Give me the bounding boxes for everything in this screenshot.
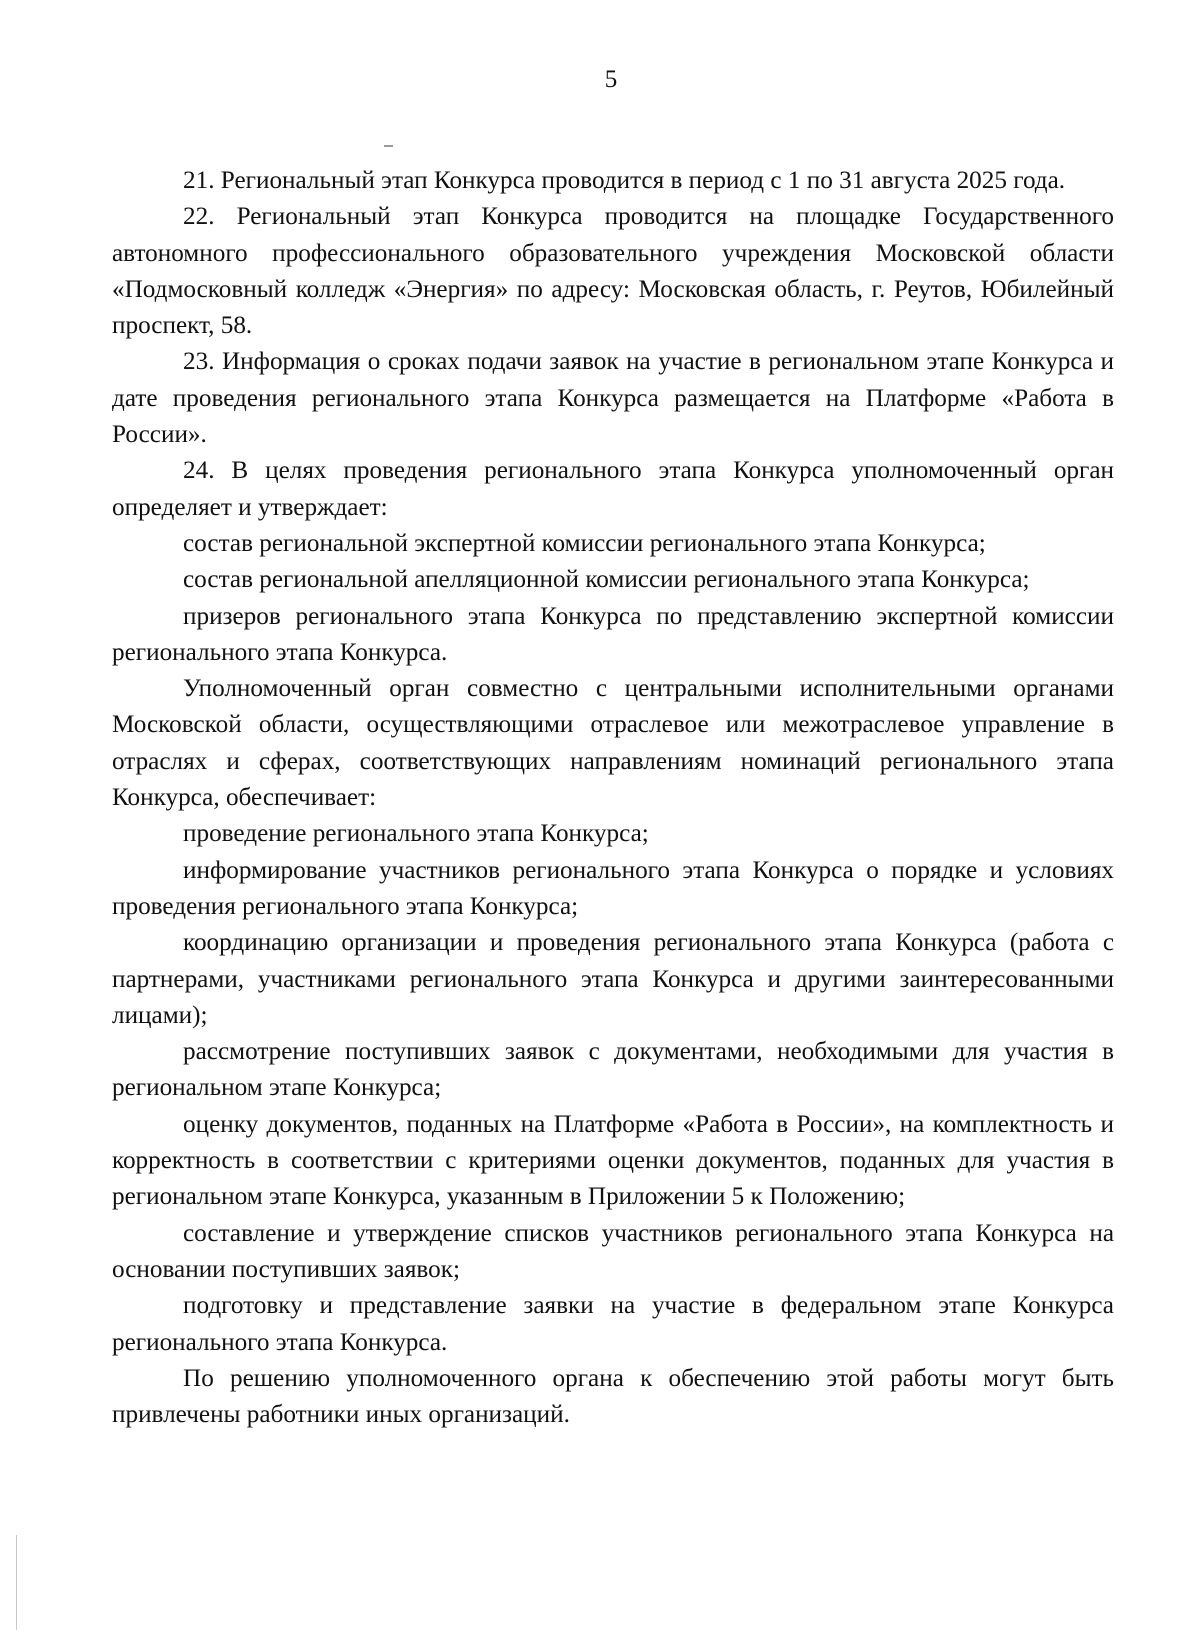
list-item-appeal-commission: состав региональной апелляционной комиссии регионального этапа Конкурса; [183, 566, 1030, 594]
scan-artifact-mark [384, 145, 393, 147]
list-item-expert-commission: состав региональной экспертной комиссии регионального этапа Конкурса; [183, 529, 986, 557]
list-item-coordination: координацию организации и проведения регионального этапа Конкурса (работа с партнерами, участниками регионального этапа Конкурса и другими заинтересованными лицами); [112, 929, 1114, 1029]
list-item-review-applications: рассмотрение поступивших заявок с документами, необходимыми для участия в региональном этапе Конкурса; [112, 1038, 1114, 1102]
document-body [112, 163, 1114, 1433]
scan-edge-line [16, 1535, 17, 1630]
list-item-informing: информирование участников регионального этапа Конкурса о порядке и условиях проведения регионального этапа Конкурса; [112, 856, 1114, 920]
list-item-participant-lists: составление и утверждение списков участников регионального этапа Конкурса на основании поступивших заявок; [112, 1219, 1114, 1283]
page-number: 5 [604, 66, 618, 93]
paragraph-other-organizations: По решению уполномоченного органа к обеспечению этой работы могут быть привлечены работники иных организаций. [112, 1364, 1114, 1429]
paragraph-24: 24. В целях проведения регионального этапа Конкурса уполномоченный орган определяет и утверждает: [112, 457, 1114, 521]
list-item-prize-winners: призеров регионального этапа Конкурса по представлению экспертной комиссии регионального этапа Конкурса. [112, 602, 1114, 666]
list-item-document-evaluation: оценку документов, поданных на Платформе «Работа в России», на комплектность и корректность в соответствии с критериями оценки документов, поданных для участия в региональном этапе Конкурса, указанным в Приложении 5 к Положению; [112, 1110, 1114, 1211]
paragraph-23: 23. Информация о сроках подачи заявок на участие в региональном этапе Конкурса и дате проведения регионального этапа Конкурса размещается на Платформе «Работа в России». [112, 348, 1114, 449]
paragraph-21: 21. Региональный этап Конкурса проводится в период с 1 по 31 августа 2025 года. [183, 167, 1066, 194]
list-item-federal-application: подготовку и представление заявки на участие в федеральном этапе Конкурса регионального этапа Конкурса. [112, 1292, 1114, 1356]
paragraph-22: 22. Региональный этап Конкурса проводится на площадке Государственного автономного профессионального образовательного учреждения Московской области «Подмосковный колледж «Энергия» по адресу: Московская область, г. Реутов, Юбилейный проспект, 58. [112, 203, 1114, 340]
paragraph-authorized-body: Уполномоченный орган совместно с центральными исполнительными органами Московской области, осуществляющими отраслевое или межотраслевое управление в отраслях и сферах, соответствующих направлениям номинаций регионального этапа Конкурса, обеспечивает: [112, 675, 1114, 812]
list-item-conducting: проведение регионального этапа Конкурса; [183, 820, 649, 848]
